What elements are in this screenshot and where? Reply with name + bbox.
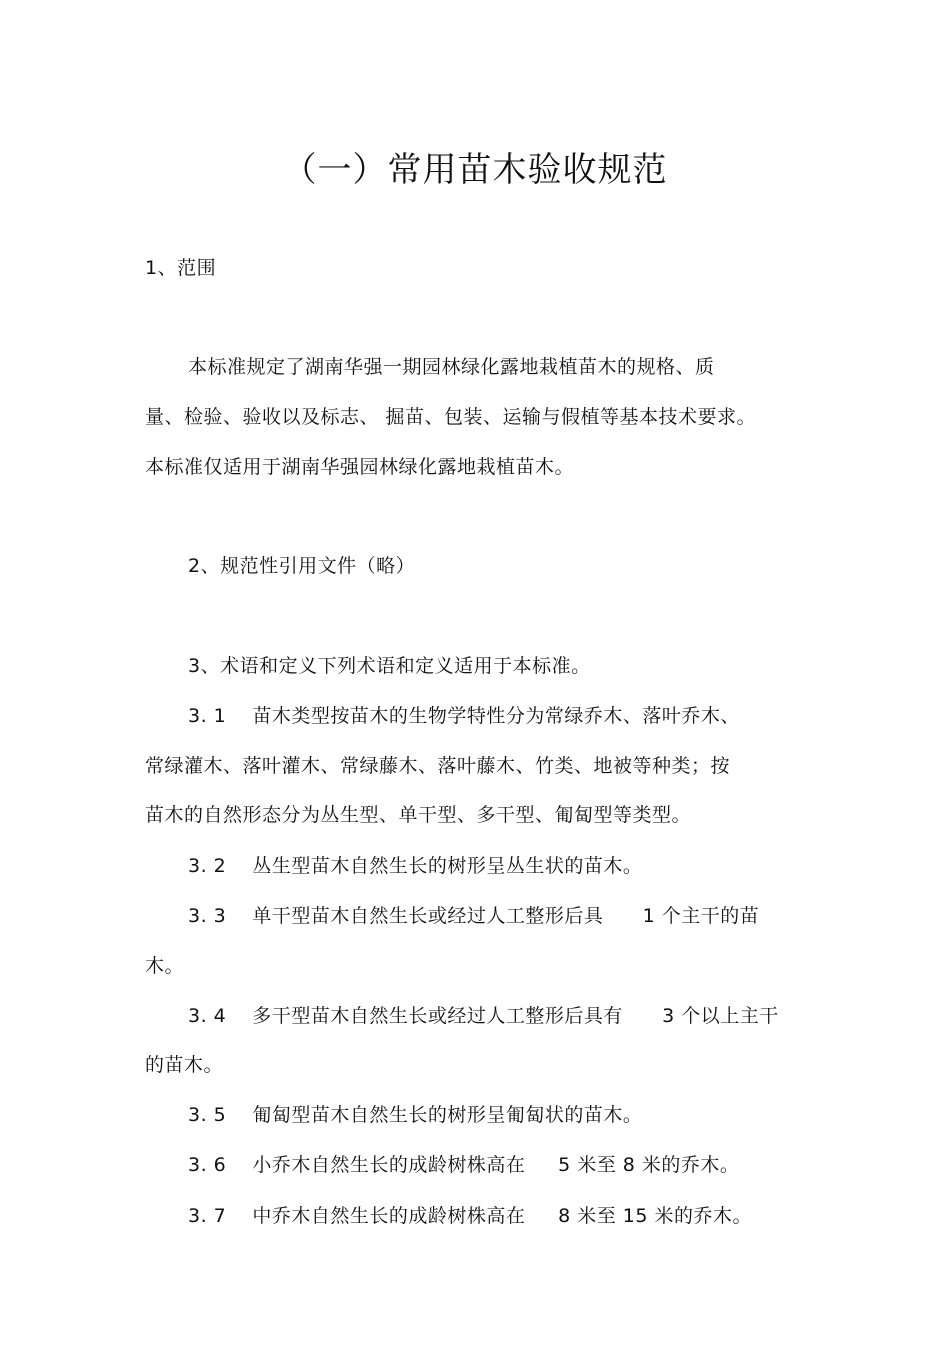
document-title: （一）常用苗木验收规范: [282, 150, 668, 190]
section-heading-terms: 3、术语和定义下列术语和定义适用于本标准。: [188, 655, 591, 677]
clause-3-3: 3. 3 单干型苗木自然生长或经过人工整形后具 1 个主干的苗: [188, 905, 760, 927]
clause-3-6: 3. 6 小乔木自然生长的成龄树株高在 5 米至 8 米的乔木。: [188, 1154, 740, 1176]
clause-3-2: 3. 2 丛生型苗木自然生长的树形呈丛生状的苗木。: [188, 855, 643, 877]
clause-3-5: 3. 5 匍匐型苗木自然生长的树形呈匍匐状的苗木。: [188, 1104, 643, 1126]
clause-3-4: 3. 4 多干型苗木自然生长或经过人工整形后具有 3 个以上主干: [188, 1005, 779, 1027]
section-heading-references: 2、规范性引用文件（略）: [188, 555, 416, 577]
paragraph-line: 本标准仅适用于湖南华强园林绿化露地栽植苗木。: [145, 456, 575, 478]
paragraph-line: 常绿灌木、落叶灌木、常绿藤木、落叶藤木、竹类、地被等种类；按: [145, 755, 731, 777]
paragraph-line: 的苗木。: [145, 1054, 224, 1076]
clause-3-7: 3. 7 中乔木自然生长的成龄树株高在 8 米至 15 米的乔木。: [188, 1205, 752, 1227]
section-heading-scope: 1、范围: [145, 257, 217, 279]
clause-3-1: 3. 1 苗木类型按苗木的生物学特性分为常绿乔木、落叶乔木、: [188, 705, 740, 727]
paragraph-line: 木。: [145, 955, 185, 977]
paragraph-line: 量、检验、验收以及标志、 掘苗、包装、运输与假植等基本技术要求。: [145, 406, 757, 428]
paragraph-line: 本标准规定了湖南华强一期园林绿化露地栽植苗木的规格、质: [188, 356, 715, 378]
paragraph-line: 苗木的自然形态分为丛生型、单干型、多干型、匍匐型等类型。: [145, 804, 692, 826]
